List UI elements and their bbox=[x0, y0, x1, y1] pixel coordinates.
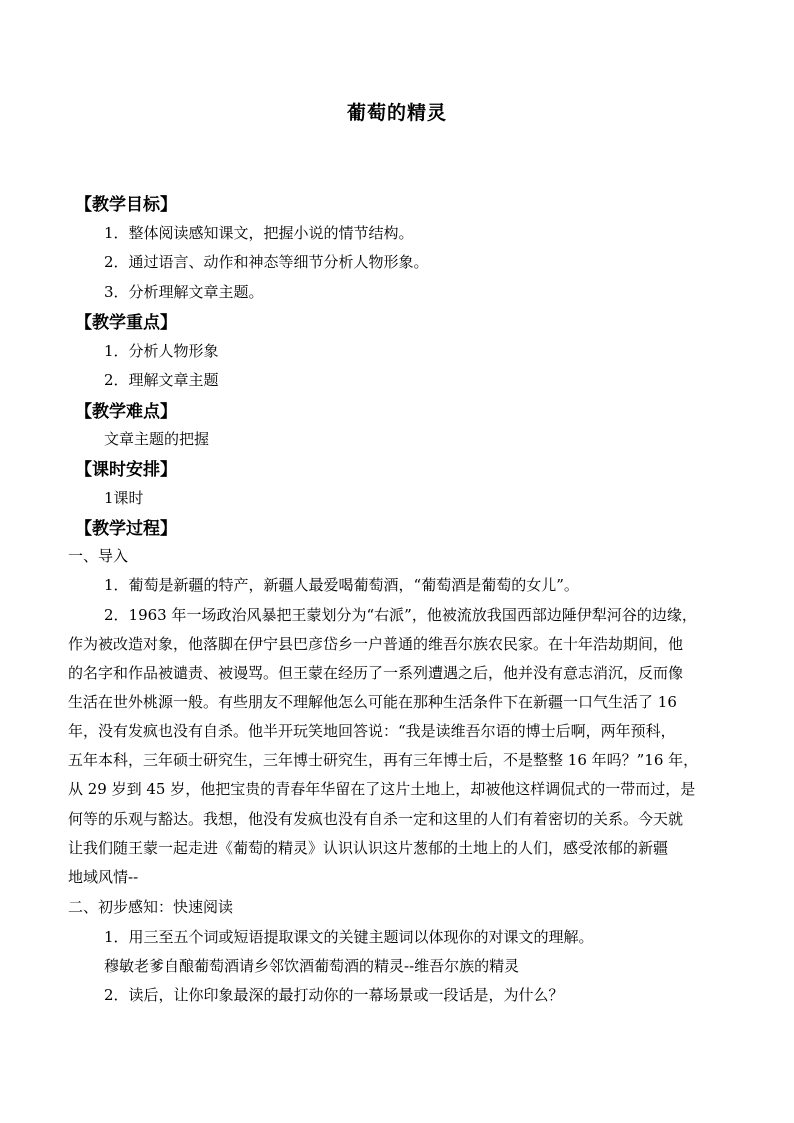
key-points-heading: 【教学重点】 bbox=[75, 313, 177, 333]
schedule-item-1: 1课时 bbox=[104, 489, 144, 507]
perception-label: 二、初步感知：快速阅读 bbox=[68, 898, 234, 916]
intro-point-2-line-6: 五年本科，三年硕士研究生，三年博士研究生，再有三年博士后，不是整整 16 年吗？”16 年， bbox=[68, 751, 699, 769]
difficulties-heading: 【教学难点】 bbox=[75, 402, 177, 422]
intro-label: 一、导入 bbox=[68, 547, 129, 565]
key-point-item-2: 2．理解文章主题 bbox=[104, 371, 219, 389]
intro-point-2-line-5: 年，没有发疯也没有自杀。他半开玩笑地回答说：“我是读维吾尔语的博士后啊，两年预科， bbox=[68, 722, 676, 740]
perception-question-1: 1．用三至五个词或短语提取课文的关键主题词以体现你的对课文的理解。 bbox=[104, 928, 594, 946]
goal-item-2: 2．通过语言、动作和神态等细节分析人物形象。 bbox=[104, 253, 429, 271]
process-heading: 【教学过程】 bbox=[75, 519, 177, 539]
intro-point-2-line-4: 生活在世外桃源一般。有些朋友不理解他怎么可能在那种生活条件下在新疆一口气生活了 16 bbox=[68, 693, 677, 711]
difficulty-item-1: 文章主题的把握 bbox=[104, 430, 210, 448]
perception-answer-1: 穆敏老爹自酿葡萄酒请乡邻饮酒葡萄酒的精灵--维吾尔族的精灵 bbox=[104, 957, 520, 975]
intro-point-2-line-1: 2．1963 年一场政治风暴把王蒙划分为“右派”，他被流放我国西部边陲伊犁河谷的边缘， bbox=[104, 606, 697, 624]
perception-question-2: 2．读后，让你印象最深的最打动你的一幕场景或一段话是，为什么？ bbox=[104, 986, 564, 1004]
intro-point-2-line-7: 从 29 岁到 45 岁，他把宝贵的青春年华留在了这片土地上，却被他这样调侃式的一带而过，是 bbox=[68, 780, 696, 798]
intro-point-2-line-8: 何等的乐观与豁达。我想，他没有发疯也没有自杀一定和这里的人们有着密切的关系。今天就 bbox=[68, 810, 684, 828]
goal-item-1: 1．整体阅读感知课文，把握小说的情节结构。 bbox=[104, 224, 414, 242]
schedule-heading: 【课时安排】 bbox=[75, 460, 177, 480]
page-title: 葡萄的精灵 bbox=[346, 102, 447, 124]
key-point-item-1: 1．分析人物形象 bbox=[104, 342, 219, 360]
goals-heading: 【教学目标】 bbox=[75, 195, 177, 215]
intro-point-2-line-9: 让我们随王蒙一起走进《葡萄的精灵》认识认识这片葱郁的土地上的人们，感受浓郁的新疆 bbox=[68, 839, 669, 857]
intro-point-2-line-3: 的名字和作品被谴责、被谩骂。但王蒙在经历了一系列遭遇之后，他并没有意志消沉，反而像 bbox=[68, 664, 684, 682]
intro-point-2-line-2: 作为被改造对象，他落脚在伊宁县巴彦岱乡一户普通的维吾尔族农民家。在十年浩劫期间，他 bbox=[68, 635, 684, 653]
goal-item-3: 3．分析理解文章主题。 bbox=[104, 283, 264, 301]
intro-point-1: 1．葡萄是新疆的特产，新疆人最爱喝葡萄酒，“葡萄酒是葡萄的女儿”。 bbox=[104, 576, 579, 594]
intro-point-2-line-10: 地域风情-- bbox=[68, 868, 139, 886]
